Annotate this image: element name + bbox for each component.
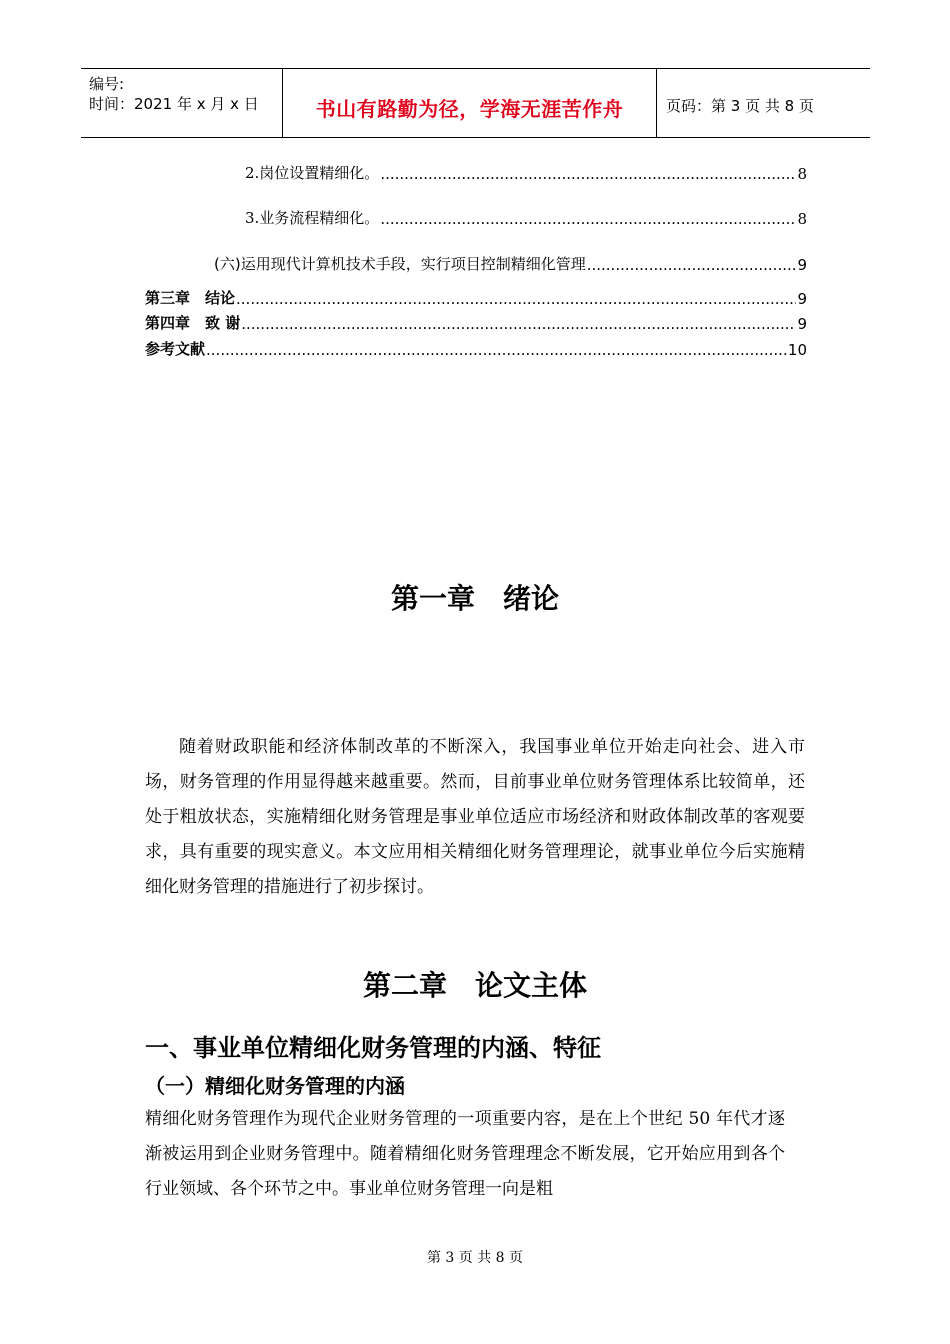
page-info: 页码：第 3 页 共 8 页 [666,97,814,115]
toc-label: 第三章 结论 [145,289,236,307]
toc-leader [241,315,796,333]
toc-label: 参考文献 [145,340,206,358]
toc-entry[interactable] [214,253,807,274]
toc-label: (六)运用现代计算机技术手段，实行项目控制精细化管理 [214,255,586,273]
chapter-2-title: 第二章 论文主体 [362,969,587,1002]
toc-leader [206,341,787,359]
chapter-2-paragraph: 精细化财务管理作为现代企业财务管理的一项重要内容，是在上个世纪 50 年代才逐渐被运用到企业财务管理中。随着精细化财务管理理念不断发展，它开始应用到各个行业领域、各个环节之中。事业单位财务管理一向是粗 [145,1109,785,1199]
toc-entry[interactable] [145,287,807,308]
time-label: 时间：2021 年 x 月 x 日 [89,95,259,113]
toc-leader [380,210,796,228]
toc-page: 8 [797,210,807,228]
chapter-1-paragraph: 随着财政职能和经济体制改革的不断深入，我国事业单位开始走向社会、进入市场，财务管理的作用显得越来越重要。然而，目前事业单位财务管理体系比较简单，还处于粗放状态，实施精细化财务管理是事业单位适应市场经济和财政体制改革的客观要求，具有重要的现实意义。本文应用相关精细化财务管理理论，就事业单位今后实施精细化财务管理的措施进行了初步探讨。 [145,737,805,897]
toc-label: 3.业务流程精细化。 [245,209,380,227]
toc-page: 9 [797,315,807,333]
toc-entry[interactable] [145,312,807,333]
chapter-1-title: 第一章 绪论 [390,582,559,615]
number-label: 编号: [89,75,125,93]
toc-page: 9 [797,290,807,308]
page-footer: 第 3 页 共 8 页 [426,1250,524,1266]
motto: 书山有路勤为径，学海无涯苦作舟 [315,97,624,121]
toc-leader [380,165,796,183]
header-center-cell [282,69,657,137]
toc-page: 10 [787,341,807,359]
page-header [81,68,870,138]
toc-label: 第四章 致 谢 [145,314,241,332]
toc-page: 8 [797,165,807,183]
header-right-cell [656,69,870,137]
toc-entry[interactable] [245,207,807,228]
toc-page: 9 [797,256,807,274]
section-heading: 一、事业单位精细化财务管理的内涵、特征 [145,1034,601,1062]
toc-leader [587,256,797,274]
toc-entry[interactable] [245,162,807,183]
toc-entry[interactable] [145,338,807,359]
toc-leader [236,290,796,308]
subsection-heading: （一）精细化财务管理的内涵 [145,1074,405,1098]
toc-label: 2.岗位设置精细化。 [245,164,380,182]
header-left-cell [81,69,282,137]
